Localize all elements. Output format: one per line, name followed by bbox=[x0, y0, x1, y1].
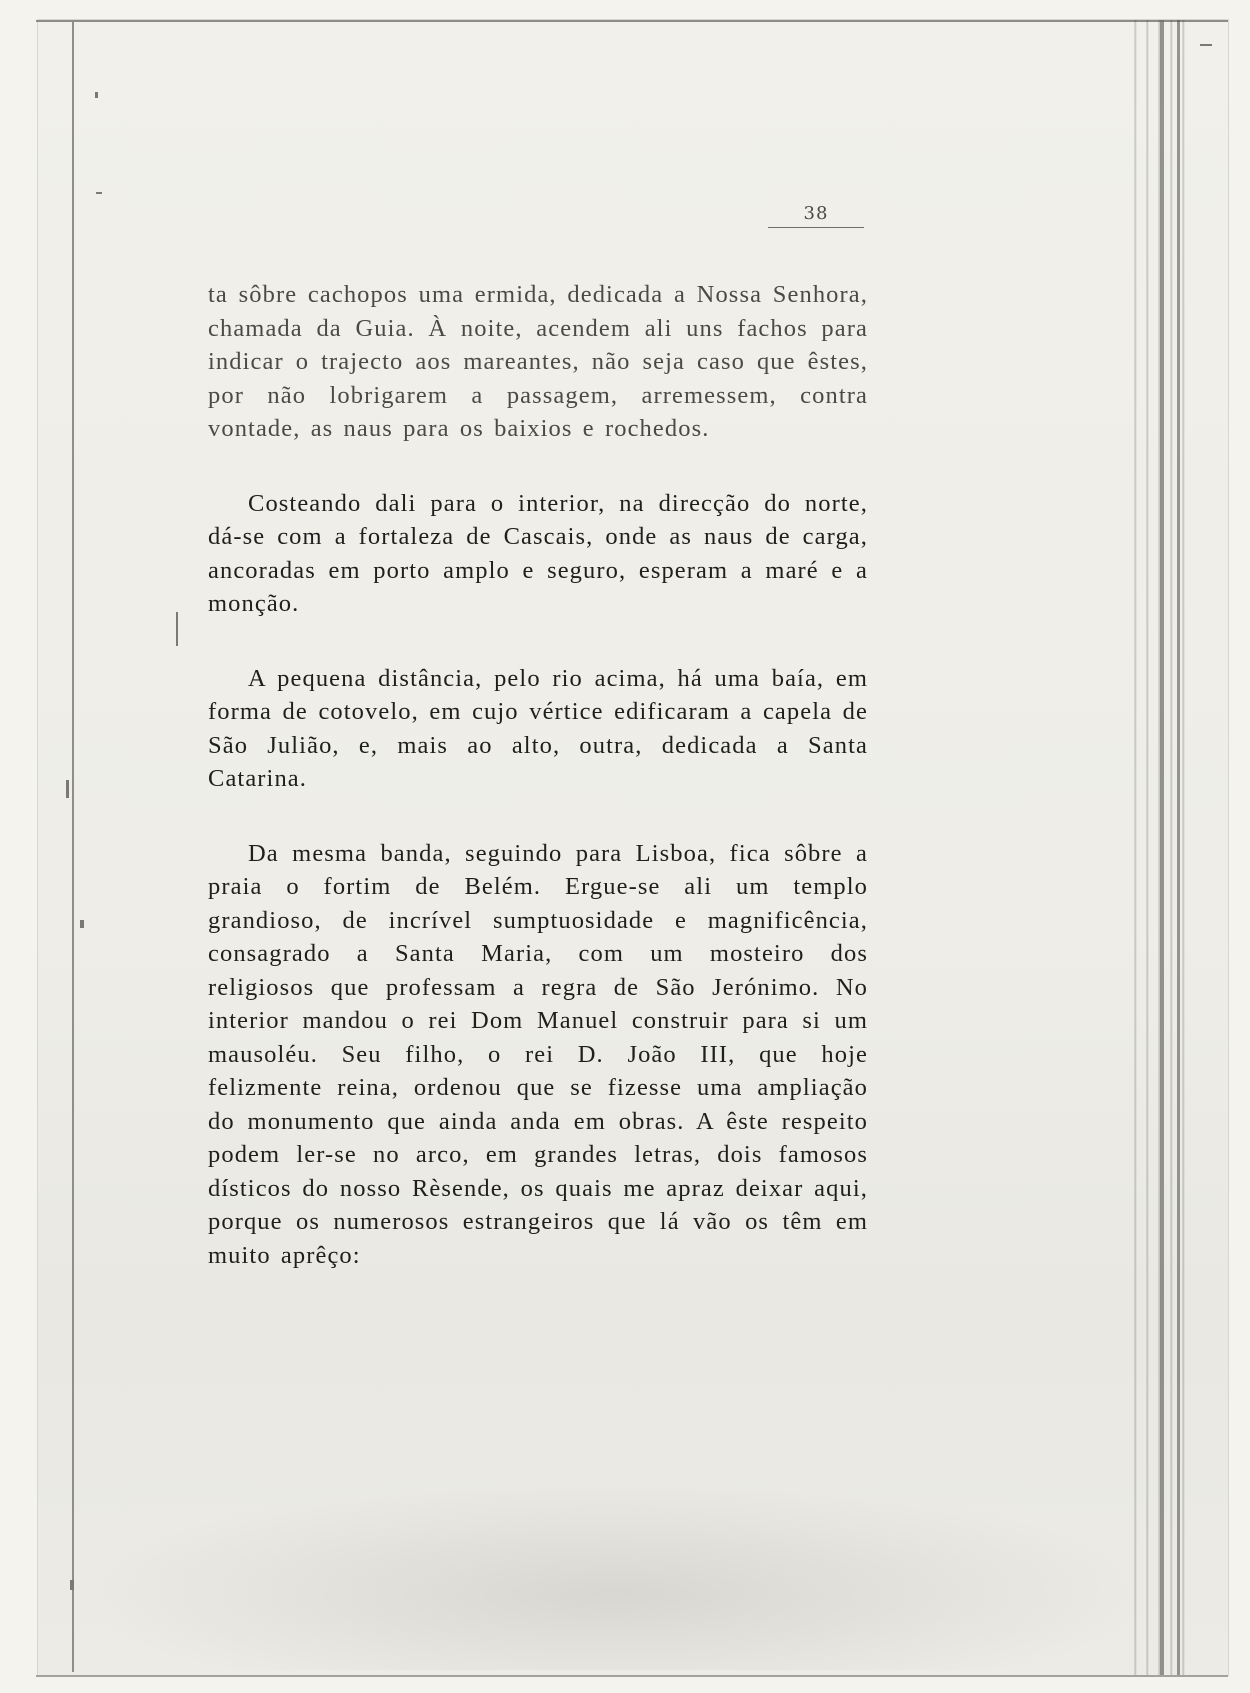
scan-speck bbox=[80, 920, 84, 928]
body-text bbox=[208, 278, 868, 1272]
page-number: 38 bbox=[768, 203, 864, 228]
scan-speck bbox=[96, 192, 102, 194]
scan-speck bbox=[70, 1580, 74, 1590]
paragraph-4: Da mesma banda, seguindo para Lisboa, fica sôbre a praia o fortim de Belém. Ergue-se ali um templo grandioso, de incrível sumptuosidade e magnificência, consagrado a Santa Maria, com um mosteiro dos religiosos que professam a regra de São Jerónimo. No interior mandou o rei Dom Manuel construir para si um mausoléu. Seu filho, o rei D. João III, que hoje felizmente reina, ordenou que se fizesse uma ampliação do monumento que ainda anda em obras. A êste respeito podem ler-se no arco, em grandes letras, dois famosos dísticos do nosso Rèsende, os quais me apraz deixar aqui, porque os numerosos estrangeiros que lá vão os têm em muito aprêço: bbox=[208, 839, 868, 1269]
scan-speck bbox=[176, 612, 178, 646]
scan-speck bbox=[66, 780, 69, 798]
right-edge-line bbox=[1160, 20, 1164, 1675]
paragraph-2: Costeando dali para o interior, na direcção do norte, dá-se com a fortaleza de Cascais, onde as naus de carga, ancoradas em porto amplo e seguro, esperam a maré e a monção. bbox=[208, 489, 868, 617]
bottom-edge-line bbox=[36, 1675, 1228, 1677]
paragraph-1: ta sôbre cachopos uma ermida, dedicada a Nossa Senhora, chamada da Guia. À noite, acendem ali uns fachos para indicar o trajecto aos mareantes, não seja caso que êstes, por não lobrigarem a passagem, arremessem, contra vontade, as naus para os baixios e rochedos. bbox=[208, 281, 868, 442]
left-margin-line bbox=[72, 22, 74, 1672]
scan-speck bbox=[1200, 44, 1212, 46]
scan-speck bbox=[95, 92, 98, 98]
right-edge-line-outer bbox=[1177, 20, 1180, 1675]
bottom-smudge bbox=[80, 1480, 1150, 1670]
paragraph-3: A pequena distância, pelo rio acima, há uma baía, em forma de cotovelo, em cujo vértice edificaram a capela de São Julião, e, mais ao alto, outra, dedicada a Santa Catarina. bbox=[208, 664, 868, 792]
top-edge-line bbox=[36, 20, 1228, 22]
